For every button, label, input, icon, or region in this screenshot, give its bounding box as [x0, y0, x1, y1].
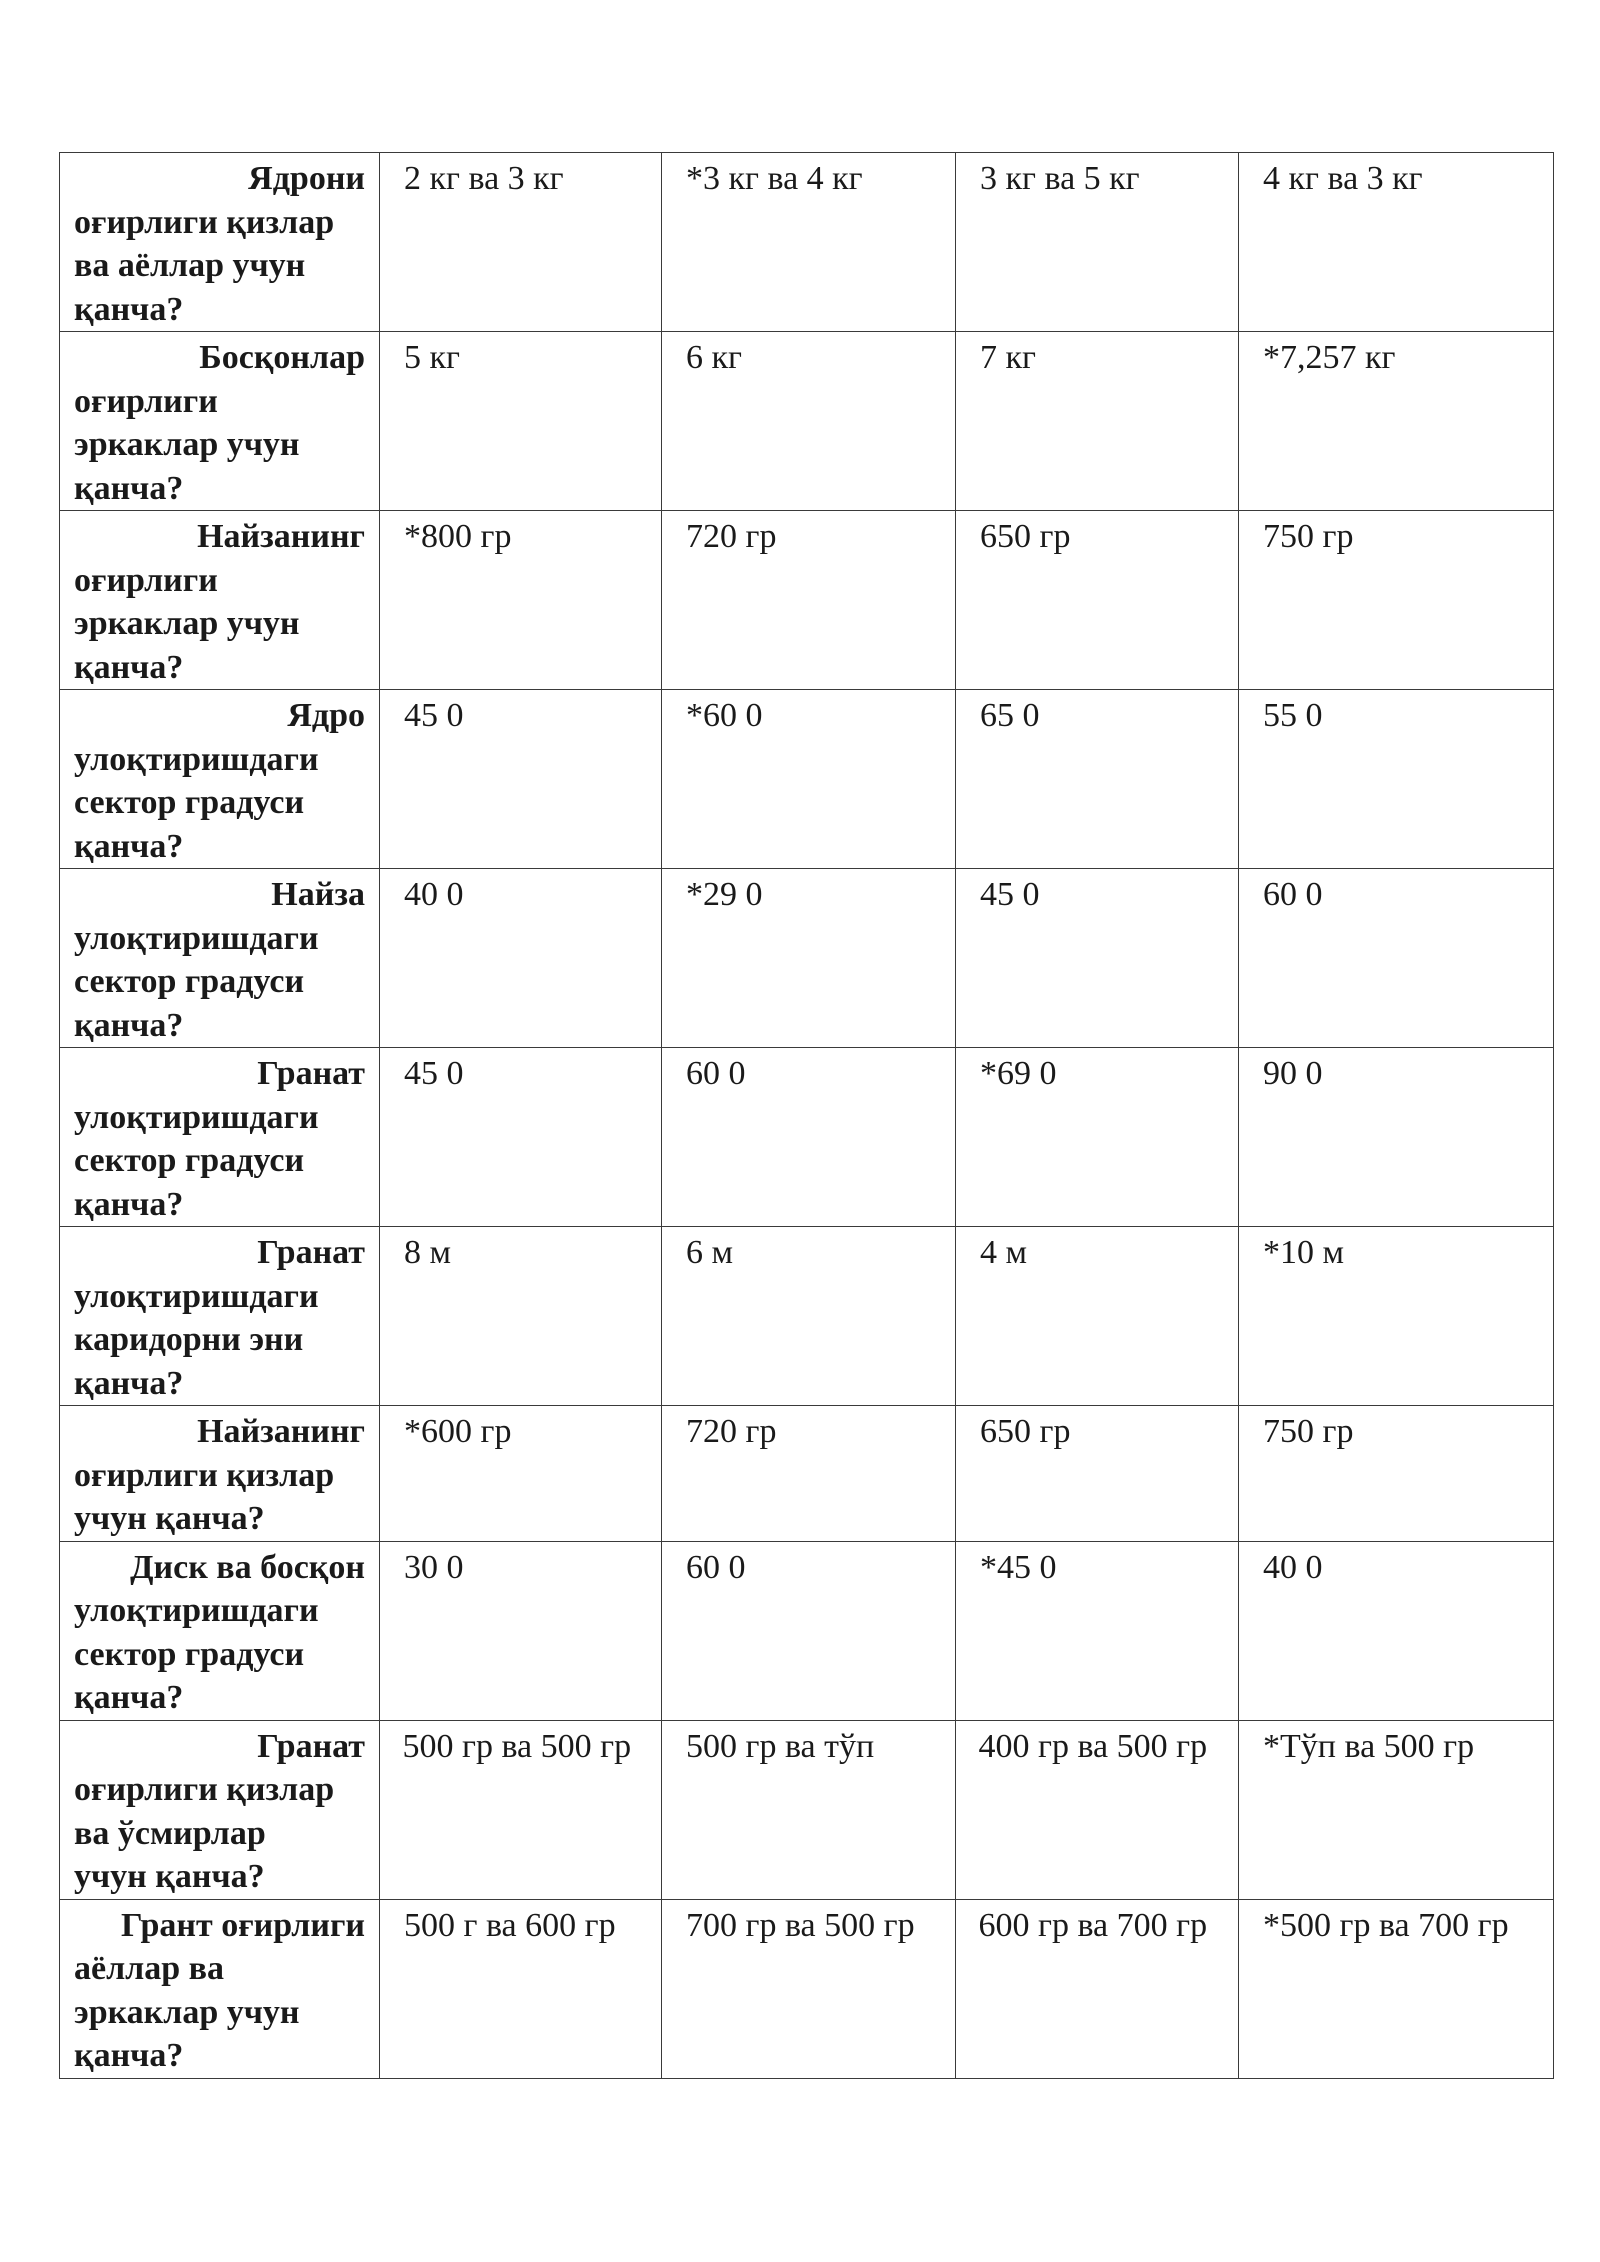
question-text-line: сектор градуси	[74, 1142, 305, 1179]
question-text-line: қанча?	[74, 290, 184, 328]
answer-option-cell: *3 кг ва 4 кг	[662, 153, 956, 332]
table-row	[60, 869, 1554, 1048]
answer-option-cell: *800 гр	[380, 511, 662, 690]
question-text-line: учун қанча?	[74, 1500, 265, 1537]
answer-option-cell: 500 г ва 600 гр	[380, 1899, 662, 2078]
answer-option-cell: *Тўп ва 500 гр	[1239, 1720, 1554, 1899]
question-text-line: ва аёллар учун	[74, 247, 306, 284]
question-cell	[60, 511, 380, 690]
question-text-line: оғирлиги қизлар	[74, 203, 335, 241]
answer-option-cell: *7,257 кг	[1239, 332, 1554, 511]
answer-option-cell: 45 0	[380, 1048, 662, 1227]
question-cell	[60, 1541, 380, 1720]
question-cell	[60, 332, 380, 511]
answer-option-cell: 4 м	[956, 1227, 1239, 1406]
question-text-line: эркаклар учун	[74, 1993, 300, 2031]
answer-option-cell: 650 гр	[956, 511, 1239, 690]
question-text-line: улоқтиришдаги	[74, 1592, 319, 1629]
question-text-line: Найзанинг	[197, 1413, 365, 1450]
question-text-line: қанча?	[74, 2037, 184, 2074]
question-text-line: Гранат	[257, 1055, 365, 1092]
answer-option-cell: *60 0	[662, 690, 956, 869]
question-text-line: қанча?	[74, 648, 184, 686]
question-text-line: оғирлиги қизлар	[74, 1456, 335, 1494]
question-cell	[60, 1720, 380, 1899]
question-text-line: сектор градуси	[74, 784, 305, 821]
question-text-line: Диск ва босқон	[130, 1548, 365, 1586]
question-cell	[60, 1048, 380, 1227]
answer-option-cell: *600 гр	[380, 1406, 662, 1542]
table-row	[60, 1541, 1554, 1720]
answer-option-cell: 7 кг	[956, 332, 1239, 511]
table-row	[60, 1048, 1554, 1227]
question-cell	[60, 153, 380, 332]
answer-option-cell: 2 кг ва 3 кг	[380, 153, 662, 332]
question-cell	[60, 869, 380, 1048]
answer-option-cell: 55 0	[1239, 690, 1554, 869]
question-text-line: Гранат	[257, 1727, 365, 1765]
answer-option-cell: 40 0	[380, 869, 662, 1048]
answer-option-cell: 6 м	[662, 1227, 956, 1406]
answer-option-cell: 750 гр	[1239, 511, 1554, 690]
answer-option-cell: 6 кг	[662, 332, 956, 511]
answer-option-cell: *29 0	[662, 869, 956, 1048]
question-text-line: Грант оғирлиги	[121, 1906, 365, 1944]
question-text-line: эркаклар учун	[74, 426, 300, 463]
question-text-line: ва ўсмирлар	[74, 1814, 266, 1852]
answer-option-cell: *45 0	[956, 1541, 1239, 1720]
question-cell	[60, 690, 380, 869]
question-text-line: оғирлиги	[74, 561, 218, 599]
answer-option-cell: 40 0	[1239, 1541, 1554, 1720]
table-row	[60, 1720, 1554, 1899]
answer-option-cell: 720 гр	[662, 1406, 956, 1542]
answer-option-cell: *69 0	[956, 1048, 1239, 1227]
question-text-line: қанча?	[74, 1679, 184, 1716]
question-text-line: қанча?	[74, 1185, 184, 1223]
table-row	[60, 511, 1554, 690]
table-row	[60, 1227, 1554, 1406]
question-text-line: оғирлиги	[74, 382, 218, 420]
question-text-line: улоқтиришдаги	[74, 740, 319, 778]
question-text-line: аёллар ва	[74, 1950, 225, 1987]
answer-option-cell: 60 0	[662, 1048, 956, 1227]
question-cell	[60, 1899, 380, 2078]
question-text-line: улоқтиришдаги	[74, 919, 319, 957]
question-cell	[60, 1227, 380, 1406]
answer-option-cell: *10 м	[1239, 1227, 1554, 1406]
answer-option-cell: 30 0	[380, 1541, 662, 1720]
question-cell	[60, 1406, 380, 1542]
answer-option-cell: 3 кг ва 5 кг	[956, 153, 1239, 332]
answer-option-cell: 650 гр	[956, 1406, 1239, 1542]
answer-option-cell: 5 кг	[380, 332, 662, 511]
answer-option-cell: 700 гр ва 500 гр	[662, 1899, 956, 2078]
question-text-line: қанча?	[74, 469, 184, 507]
question-text-line: каридорни эни	[74, 1321, 304, 1358]
answer-option-cell: 8 м	[380, 1227, 662, 1406]
question-text-line: эркаклар учун	[74, 605, 300, 642]
question-text-line: қанча?	[74, 1006, 184, 1044]
answer-option-cell: 500 гр ва 500 гр	[380, 1720, 662, 1899]
answer-option-cell: 45 0	[956, 869, 1239, 1048]
question-text-line: учун қанча?	[74, 1858, 265, 1895]
answer-option-cell: 45 0	[380, 690, 662, 869]
question-text-line: улоқтиришдаги	[74, 1098, 319, 1136]
question-text-line: Ядрони	[248, 160, 365, 197]
question-text-line: Босқонлар	[199, 339, 365, 376]
quiz-table-body	[60, 153, 1554, 2079]
question-text-line: сектор градуси	[74, 963, 305, 1000]
table-row	[60, 332, 1554, 511]
question-text-line: қанча?	[74, 827, 184, 865]
question-text-line: қанча?	[74, 1364, 184, 1402]
table-row	[60, 1406, 1554, 1542]
question-text-line: оғирлиги қизлар	[74, 1771, 335, 1808]
answer-option-cell: 720 гр	[662, 511, 956, 690]
question-text-line: Найза	[271, 876, 365, 913]
answer-option-cell: 600 гр ва 700 гр	[956, 1899, 1239, 2078]
answer-option-cell: 400 гр ва 500 гр	[956, 1720, 1239, 1899]
question-text-line: Ядро	[287, 697, 365, 734]
answer-option-cell: 750 гр	[1239, 1406, 1554, 1542]
question-text-line: улоқтиришдаги	[74, 1277, 319, 1315]
table-row	[60, 153, 1554, 332]
answer-option-cell: 4 кг ва 3 кг	[1239, 153, 1554, 332]
answer-option-cell: 65 0	[956, 690, 1239, 869]
table-row	[60, 690, 1554, 869]
question-text-line: Найзанинг	[197, 518, 365, 555]
answer-option-cell: *500 гр ва 700 гр	[1239, 1899, 1554, 2078]
question-text-line: сектор градуси	[74, 1635, 305, 1673]
quiz-table	[59, 152, 1554, 2079]
answer-option-cell: 90 0	[1239, 1048, 1554, 1227]
table-row	[60, 1899, 1554, 2078]
answer-option-cell: 500 гр ва тўп	[662, 1720, 956, 1899]
question-text-line: Гранат	[257, 1234, 365, 1271]
answer-option-cell: 60 0	[662, 1541, 956, 1720]
answer-option-cell: 60 0	[1239, 869, 1554, 1048]
